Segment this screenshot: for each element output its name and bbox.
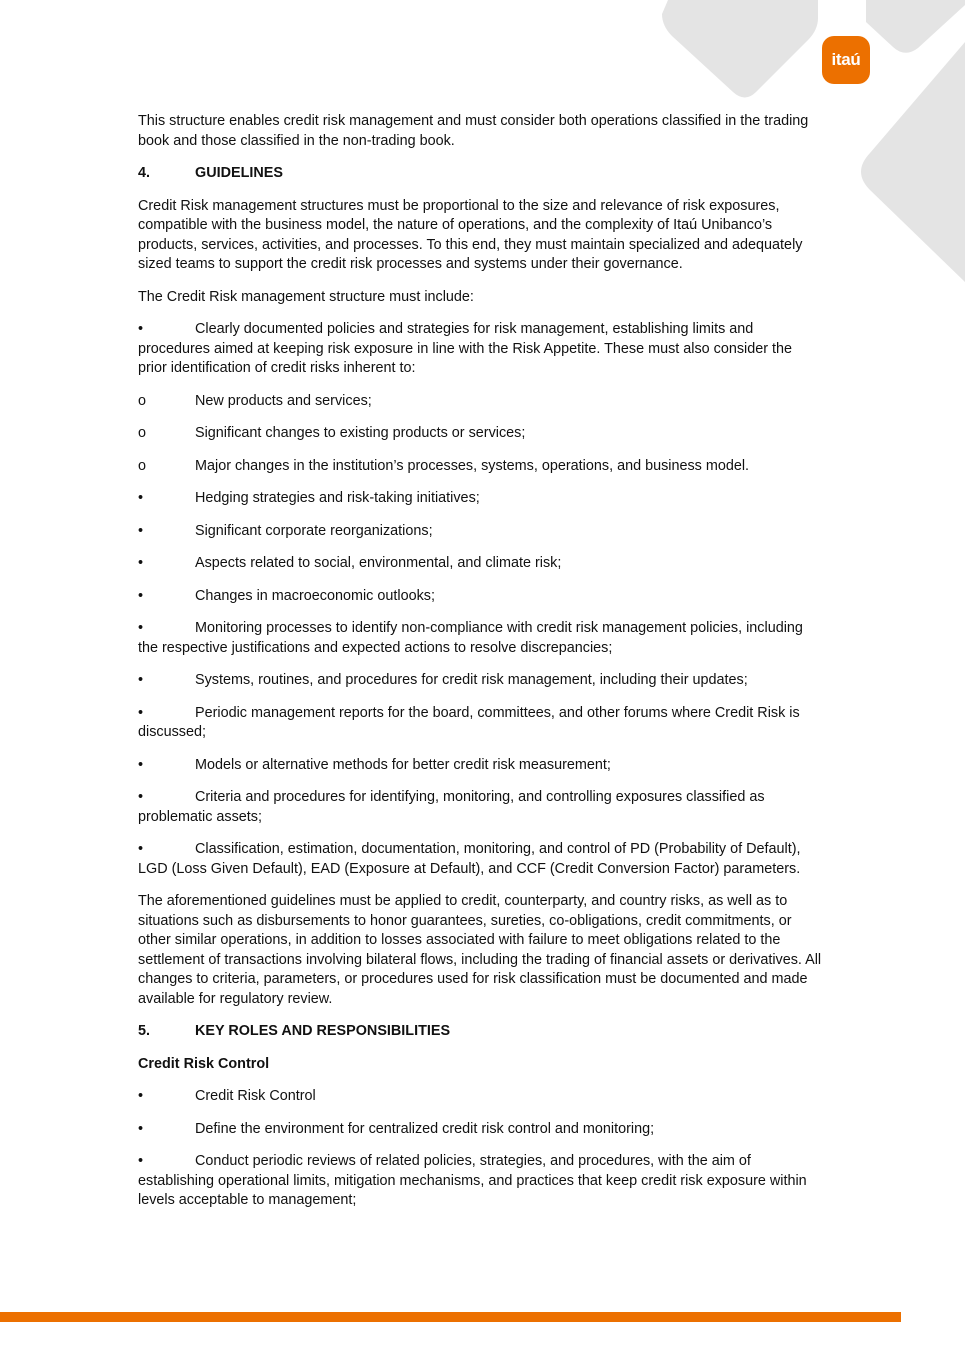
sub-bullet-marker: o (138, 392, 147, 409)
bullet-marker: • (138, 789, 144, 805)
list-item (138, 671, 822, 691)
bullet-marker: • (138, 620, 144, 636)
top-curved-shape (662, 0, 818, 98)
sub-bullet-marker: o (138, 457, 147, 474)
list-item (138, 320, 822, 379)
bullet-marker: • (138, 321, 144, 337)
list-item (138, 1120, 822, 1140)
bullet-marker: • (138, 522, 144, 539)
list-item-text: Criteria and procedures for identifying, monitoring, and controlling exposures classified as problematic assets; (138, 789, 765, 825)
bullet-marker: • (138, 672, 144, 688)
section-5-title: KEY ROLES AND RESPONSIBILITIES (195, 1023, 451, 1039)
bullet-marker: • (138, 555, 144, 571)
list-item-text: Significant corporate reorganizations; (195, 522, 433, 539)
bullet-marker: • (138, 587, 144, 604)
bullet-marker: • (138, 1088, 144, 1104)
list-item (138, 1152, 822, 1211)
guidelines-paragraph-3: The aforementioned guidelines must be applied to credit, counterparty, and country risks, as well as to situations such as disbursements to honor guarantees, sureties, co-obligations, credit commitments, or other similar operations, in addition to losses associated with failure to meet obligations related to the settlement of transactions involving bilateral flows, including the trading of financial assets or derivatives. All changes to criteria, parameters, or procedures used for risk classification must be documented and made available for regulatory review. (138, 893, 822, 1007)
list-item-text: Changes in macroeconomic outlooks; (195, 587, 435, 604)
right-edge-shape (861, 42, 965, 282)
list-item-text: Periodic management reports for the board, committees, and other forums where Credit Risk is discussed; (138, 704, 800, 740)
list-item-text: Clearly documented policies and strategies for risk management, establishing limits and procedures aimed at keeping risk exposure in line with the Risk Appetite. These must also consider the prior identification of credit risks inherent to: (138, 321, 793, 376)
section-4-title: GUIDELINES (195, 165, 283, 181)
list-item (138, 1087, 822, 1107)
bullet-marker: • (138, 490, 144, 506)
list-item-text: Aspects related to social, environmental, and climate risk; (195, 555, 562, 571)
list-item (138, 619, 822, 658)
guidelines-paragraph-2: The Credit Risk management structure must include: (138, 288, 474, 305)
list-item-text: Models or alternative methods for better credit risk measurement; (195, 756, 611, 773)
sub-list-item (138, 424, 822, 444)
document-body (138, 112, 822, 1224)
sub-list-item-text: Significant changes to existing products or services; (195, 425, 526, 441)
list-item (138, 704, 822, 743)
section-4-number: 4. (138, 165, 151, 181)
bullet-marker: • (138, 1120, 144, 1137)
top-right-shape (866, 0, 965, 53)
section-5-number: 5. (138, 1023, 151, 1039)
section-4-heading (138, 164, 822, 184)
list-item-text: Systems, routines, and procedures for credit risk management, including their updates; (195, 672, 748, 688)
list-item (138, 554, 822, 574)
sub-list-item-text: New products and services; (195, 392, 372, 409)
list-item-text: Define the environment for centralized credit risk control and monitoring; (195, 1120, 655, 1137)
list-item-text: Credit Risk Control (195, 1088, 316, 1104)
list-item-text: Monitoring processes to identify non-compliance with credit risk management policies, including the respective justifications and expected actions to resolve discrepancies; (138, 620, 803, 656)
list-item (138, 756, 822, 776)
bullet-marker: • (138, 756, 144, 773)
list-item (138, 522, 822, 542)
list-item-text: Classification, estimation, documentation, monitoring, and control of PD (Probability of Default), LGD (Loss Given Default), EAD (Exposure at Default), and CCF (Credit Conversion Factor) parameters. (138, 841, 801, 877)
section-5-subtitle: Credit Risk Control (138, 1055, 270, 1072)
intro-paragraph: This structure enables credit risk management and must consider both operations classified in the trading book and those classified in the non-trading book. (138, 113, 809, 149)
bullet-marker: • (138, 841, 144, 857)
logo-text: itaú (831, 50, 861, 69)
list-item (138, 788, 822, 827)
footer-accent-bar (0, 1312, 901, 1322)
bullet-marker: • (138, 1153, 144, 1169)
list-item (138, 489, 822, 509)
list-item (138, 587, 822, 607)
list-item-text: Conduct periodic reviews of related policies, strategies, and procedures, with the aim of establishing operational limits, mitigation mechanisms, and practices that keep credit risk exposure within levels acceptable to management; (138, 1153, 807, 1208)
guidelines-paragraph-1: Credit Risk management structures must be proportional to the size and relevance of risk exposures, compatible with the business model, the nature of operations, and the complexity of Itaú Unibanco’s products, services, activities, and processes. To this end, they must maintain specialized and adequately sized teams to support the credit risk processes and systems under their governance. (138, 197, 803, 272)
bullet-marker: • (138, 704, 144, 721)
sub-list-item (138, 392, 822, 412)
sub-bullet-marker: o (138, 425, 147, 441)
list-item (138, 840, 822, 879)
sub-list-item (138, 457, 822, 477)
sub-list-item-text: Major changes in the institution’s processes, systems, operations, and business model. (195, 457, 750, 474)
itau-logo (822, 36, 870, 84)
section-5-heading (138, 1022, 822, 1042)
list-item-text: Hedging strategies and risk-taking initiatives; (195, 490, 480, 506)
